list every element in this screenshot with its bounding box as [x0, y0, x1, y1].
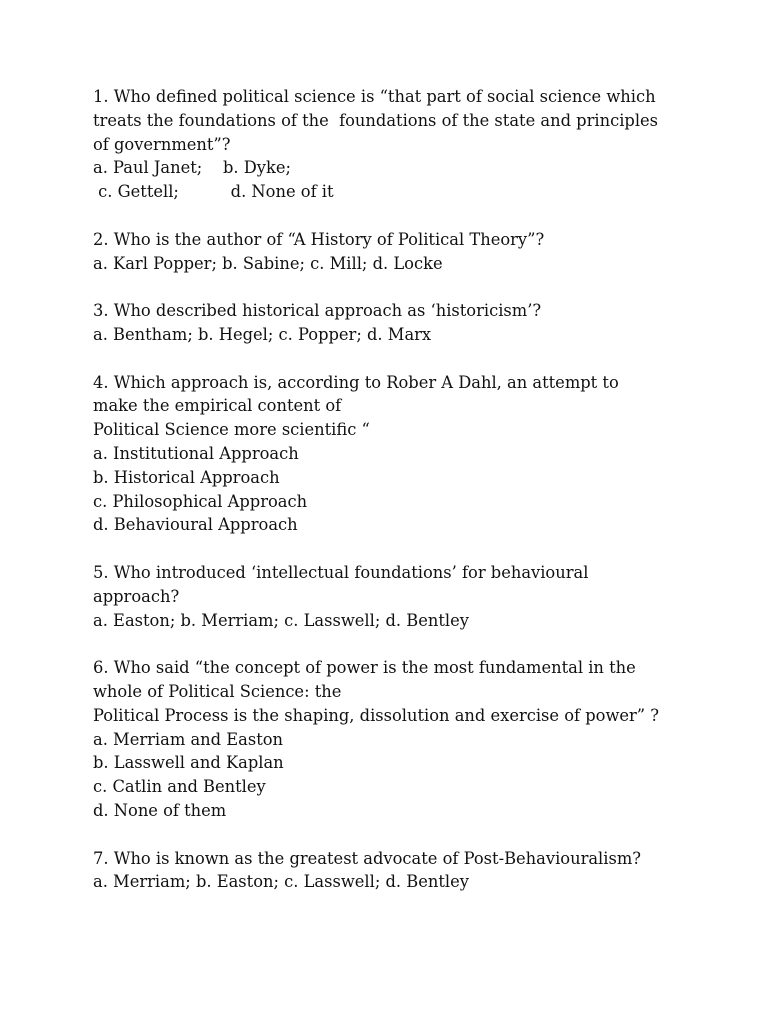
question-6: [93, 656, 713, 823]
question-2-text: 2. Who is the author of “A History of Political Theory”?: [93, 229, 545, 249]
question-1-options-line-2: c. Gettell; d. None of it: [93, 182, 334, 202]
question-1-text-line-2: treats the foundations of the foundations of the state and principles: [93, 110, 659, 130]
question-6-text-line-2: whole of Political Science: the: [93, 681, 342, 701]
question-2: [93, 228, 713, 276]
question-2-options: a. Karl Popper; b. Sabine; c. Mill; d. Locke: [93, 253, 443, 273]
question-5: [93, 561, 713, 632]
question-6-text-line-1: 6. Who said “the concept of power is the most fundamental in the: [93, 658, 636, 678]
question-4-text-line-3: Political Science more scientific “: [93, 420, 370, 440]
question-3-text: 3. Who described historical approach as ‘historicism’?: [93, 301, 542, 321]
question-4: [93, 371, 713, 538]
question-1-options-line-1: a. Paul Janet; b. Dyke;: [93, 158, 291, 178]
question-4-option-d: d. Behavioural Approach: [93, 515, 298, 535]
question-7-text: 7. Who is known as the greatest advocate of Post-Behaviouralism?: [93, 848, 641, 868]
question-1-text-line-3: of government”?: [93, 134, 231, 154]
question-4-option-a: a. Institutional Approach: [93, 443, 299, 463]
question-6-option-a: a. Merriam and Easton: [93, 729, 284, 749]
question-6-text-line-3: Political Process is the shaping, dissolution and exercise of power” ?: [93, 705, 660, 725]
question-4-text-line-1: 4. Which approach is, according to Rober A Dahl, an attempt to: [93, 372, 619, 392]
question-5-text-line-2: approach?: [93, 586, 180, 606]
question-5-options: a. Easton; b. Merriam; c. Lasswell; d. Bentley: [93, 610, 469, 630]
question-6-option-d: d. None of them: [93, 800, 227, 820]
question-1-text-line-1: 1. Who defined political science is “that part of social science which: [93, 87, 656, 106]
question-6-option-c: c. Catlin and Bentley: [93, 777, 266, 797]
question-6-option-b: b. Lasswell and Kaplan: [93, 753, 284, 773]
question-4-option-b: b. Historical Approach: [93, 467, 280, 487]
question-3: [93, 299, 713, 347]
question-5-text-line-1: 5. Who introduced ‘intellectual foundations’ for behavioural: [93, 562, 589, 582]
question-7-options: a. Merriam; b. Easton; c. Lasswell; d. Bentley: [93, 872, 469, 892]
question-list: [93, 85, 713, 918]
question-4-text-line-2: make the empirical content of: [93, 396, 342, 416]
question-4-option-c: c. Philosophical Approach: [93, 491, 308, 511]
question-1: [93, 85, 713, 204]
question-7: [93, 847, 713, 895]
question-3-options: a. Bentham; b. Hegel; c. Popper; d. Marx: [93, 324, 432, 344]
